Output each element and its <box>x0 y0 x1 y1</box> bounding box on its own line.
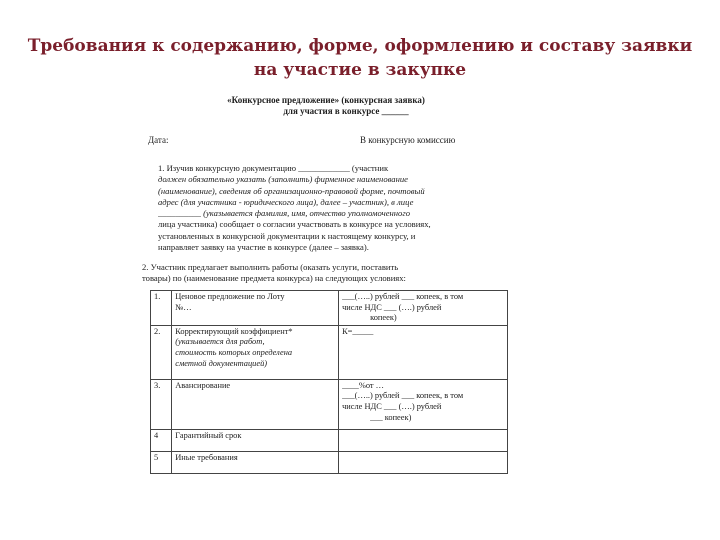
slide-title: Требования к содержанию, форме, оформлению и составу заявки на участие в закупке <box>27 36 693 80</box>
row-name-line: №… <box>175 302 192 312</box>
row-name-line: Гарантийный срок <box>175 430 242 440</box>
row-name <box>172 325 339 379</box>
row-value-line: числе НДС ___ (….) рублей <box>342 401 442 411</box>
row-name-line: Корректирующий коэффициент* <box>175 326 293 336</box>
row-value-line: ____%от … <box>342 380 385 390</box>
addressee: В конкурсную комиссию <box>360 135 456 145</box>
table-row <box>151 379 508 429</box>
row-value <box>339 451 508 473</box>
row-name-line: Ценовое предложение по Лоту <box>175 292 285 301</box>
row-number: 2. <box>151 325 172 379</box>
row-name-line: Иные требования <box>175 452 238 462</box>
paragraph-1 <box>158 163 508 253</box>
paragraph-line: должен обязательно указать (заполнить) фирменное наименование <box>158 174 408 185</box>
paragraph-line: __________ (указывается фамилия, имя, отчество уполномоченного <box>158 208 410 219</box>
application-form-document <box>140 95 512 490</box>
row-value-line: ___(…..) рублей ___ копеек, в том <box>342 292 464 301</box>
date-label: Дата: <box>148 135 169 145</box>
row-value <box>339 379 508 429</box>
paragraph-line: 2. Участник предлагает выполнить работы (оказать услуги, поставить <box>142 262 399 272</box>
row-name <box>172 451 339 473</box>
paragraph-line: направляет заявку на участие в конкурсе (далее – заявка). <box>158 242 369 253</box>
row-value-line: ___ копеек) <box>370 412 412 422</box>
row-value-line: ___(…..) рублей ___ копеек, в том <box>342 391 464 401</box>
row-name <box>172 429 339 451</box>
row-value <box>339 291 508 326</box>
table-row <box>151 325 508 379</box>
form-heading-line-2: для участия в конкурсе ______ <box>283 106 409 116</box>
row-value-line: числе НДС ___ (….) рублей <box>342 302 442 312</box>
table-row <box>151 291 508 326</box>
row-number: 4 <box>151 429 172 451</box>
date-row <box>148 135 508 145</box>
paragraph-line: лица участника) сообщает о согласии участвовать в конкурсе на условиях, <box>158 219 431 230</box>
paragraph-line: 1. Изучив конкурсную документацию ____________ (участник <box>158 163 389 173</box>
form-heading <box>140 95 512 117</box>
row-number: 3. <box>151 379 172 429</box>
row-value-line: копеек) <box>370 313 397 323</box>
paragraph-line: товары) по (наименование предмета конкурса) на следующих условиях: <box>142 273 406 284</box>
row-name-line: стоимость которых определена <box>175 347 293 357</box>
paragraph-2 <box>142 262 508 285</box>
table-row <box>151 429 508 451</box>
row-name-line: Авансирование <box>175 380 231 390</box>
row-name-line: (указывается для работ, <box>175 337 265 347</box>
row-number: 1. <box>151 291 172 326</box>
table-row <box>151 451 508 473</box>
row-number: 5 <box>151 451 172 473</box>
row-name-line: сметной документацией) <box>175 358 268 368</box>
row-value <box>339 429 508 451</box>
row-name <box>172 291 339 326</box>
row-name <box>172 379 339 429</box>
row-value <box>339 325 508 379</box>
paragraph-line: (наименование), сведения об организационно-правовой форме, почтовый <box>158 185 425 196</box>
form-heading-line-1: «Конкурсное предложение» (конкурсная заявка) <box>227 95 425 105</box>
conditions-table <box>150 290 508 474</box>
row-value-line: К=_____ <box>342 326 374 336</box>
paragraph-line: адрес (для участника - юридического лица), далее – участник), в лице <box>158 196 414 207</box>
paragraph-line: установленных в конкурсной документации к настоящему конкурсу, и <box>158 230 416 241</box>
